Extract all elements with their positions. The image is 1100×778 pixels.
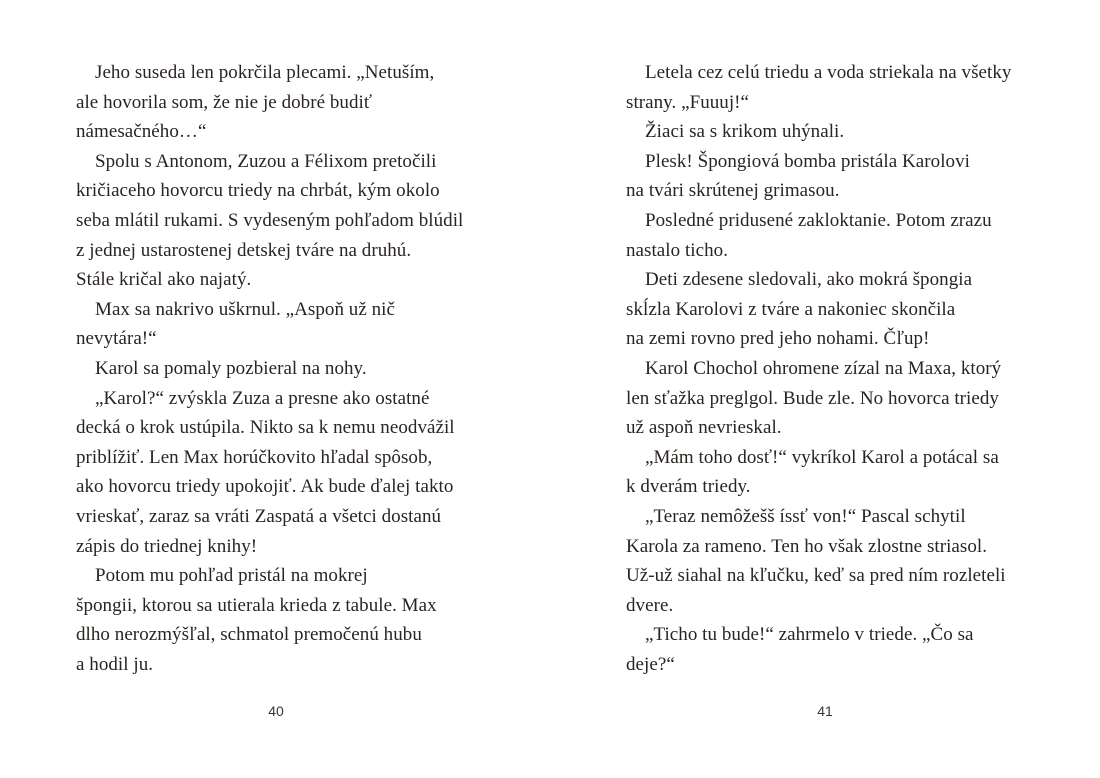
left-page-number: 40 (268, 703, 284, 719)
text-line: seba mlátil rukami. S vydeseným pohľadom blúdil (76, 209, 464, 231)
text-line: Už-už siahal na kľučku, keď sa pred ním rozleteli (626, 565, 1006, 587)
text-line: priblížiť. Len Max horúčkovito hľadal spôsob, (76, 446, 433, 468)
text-line: Karola za rameno. Ten ho však zlostne striasol. (626, 535, 988, 557)
text-line: Potom mu pohľad pristál na mokrej (95, 565, 368, 587)
text-line: „Karol?“ zvýskla Zuza a presne ako ostatné (95, 387, 430, 409)
text-line: vrieskať, zaraz sa vráti Zaspatá a všetci dostanú (76, 505, 442, 527)
text-line: nevytára!“ (76, 328, 157, 350)
text-line: ale hovorila som, že nie je dobré budiť (76, 91, 373, 113)
text-line: Karol Chochol ohromene zízal na Maxa, ktorý (645, 357, 1002, 379)
text-line: len sťažka preglgol. Bude zle. No hovorca triedy (626, 387, 999, 409)
text-line: „Teraz nemôžešš íssť von!“ Pascal schytil (645, 505, 966, 527)
text-line: z jednej ustarostenej detskej tváre na druhú. (76, 239, 412, 261)
text-line: decká o krok ustúpila. Nikto sa k nemu neodvážil (76, 417, 455, 439)
text-line: dvere. (626, 594, 674, 616)
text-line: Deti zdesene sledovali, ako mokrá špongia (645, 269, 973, 291)
text-line: skĺzla Karolovi z tváre a nakoniec skončila (626, 298, 956, 320)
text-line: námesačného…“ (76, 121, 207, 143)
right-page-text (626, 58, 1046, 679)
text-line: na zemi rovno pred jeho nohami. Čľup! (626, 328, 930, 350)
text-line: Karol sa pomaly pozbieral na nohy. (95, 357, 367, 379)
text-line: Letela cez celú triedu a voda striekala na všetky (645, 62, 1012, 83)
text-line: Max sa nakrivo uškrnul. „Aspoň už nič (95, 298, 395, 320)
text-line: zápis do triednej knihy! (76, 535, 258, 557)
text-line: dlho nerozmýšľal, schmatol premočenú hubu (76, 624, 422, 646)
text-line: kričiaceho hovorcu triedy na chrbát, kým okolo (76, 180, 440, 202)
text-line: nastalo ticho. (626, 239, 729, 261)
text-line: už aspoň nevrieskal. (626, 417, 782, 439)
text-line: Jeho suseda len pokrčila plecami. „Netuším, (95, 62, 435, 83)
text-line: „Mám toho dosť!“ vykríkol Karol a potácal sa (645, 446, 999, 468)
text-line: „Ticho tu bude!“ zahrmelo v triede. „Čo sa (645, 624, 974, 646)
text-line: ako hovorcu triedy upokojiť. Ak bude ďalej takto (76, 476, 454, 498)
right-page-number: 41 (817, 703, 833, 719)
text-line: špongii, ktorou sa utierala krieda z tabule. Max (76, 594, 437, 616)
text-line: a hodil ju. (76, 653, 154, 675)
text-line: na tvári skrútenej grimasou. (626, 180, 840, 202)
text-line: deje?“ (626, 653, 675, 675)
text-line: k dverám triedy. (626, 476, 751, 498)
text-line: Stále kričal ako najatý. (76, 269, 252, 291)
left-page-text (76, 58, 496, 679)
text-line: Plesk! Špongiová bomba pristála Karolovi (645, 150, 970, 172)
text-line: Žiaci sa s krikom uhýnali. (645, 121, 845, 143)
text-line: Posledné pridusené zakloktanie. Potom zrazu (645, 209, 992, 231)
text-line: Spolu s Antonom, Zuzou a Félixom pretočili (95, 150, 437, 172)
text-line: strany. „Fuuuj!“ (626, 91, 750, 113)
right-page (550, 0, 1100, 778)
